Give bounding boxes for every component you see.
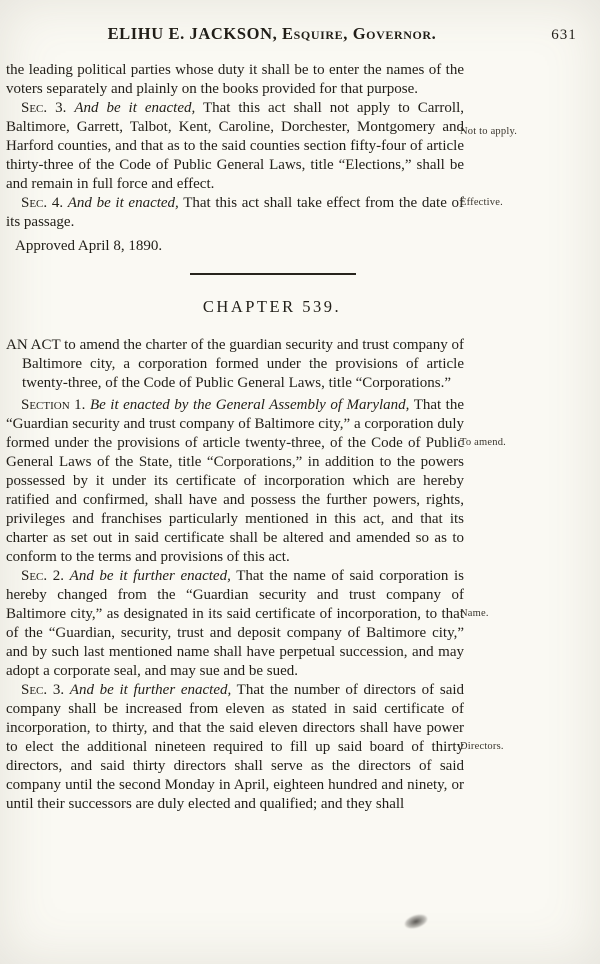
margin-note-name: Name. <box>460 608 489 619</box>
section-label: Sec. 4. <box>21 195 64 211</box>
approval-line: Approved April 8, 1890. <box>15 238 163 254</box>
ink-smudge-artifact <box>403 912 430 932</box>
enacting-clause: And be it enacted, <box>67 195 179 211</box>
section-text: That the number of directors of said company shall be increased from eleven as stated in said certificate of incorporation, to thirty, and that the said eleven directors shall have power to elect the additional nineteen required to fill up said board of thirty directors, and said thirty directors shall serve as the directors of said company until the second Monday in April, eighteen hundred and ninety, or until their successors are duly elected and qualified; and they shall <box>6 682 465 812</box>
section-4-block <box>6 194 503 232</box>
enacting-clause: Be it enacted by the General Assembly of Maryland, <box>89 397 410 413</box>
section-3-elections-block <box>6 99 518 194</box>
governor-honorific: Esquire, Governor. <box>282 24 437 43</box>
running-title <box>6 24 538 44</box>
enacting-clause: And be it enacted, <box>74 100 196 116</box>
paragraph-continuation: the leading political parties whose duty it shall be to enter the names of the voters separately and plainly on the books provided for that purpose. <box>6 62 464 97</box>
section-1-paragraph <box>6 396 464 567</box>
section-4-paragraph <box>6 194 464 232</box>
section-2-paragraph <box>6 567 464 681</box>
section-3-directors-block <box>6 681 504 814</box>
governor-name: ELIHU E. JACKSON, <box>107 24 278 43</box>
section-label: Sec. 2. <box>21 568 65 584</box>
section-3-directors-paragraph <box>6 681 464 814</box>
page-body <box>0 44 518 814</box>
section-label: Sec. 3. <box>21 100 67 116</box>
page-number: 631 <box>551 27 577 43</box>
section-3-paragraph <box>6 99 464 194</box>
margin-note-directors: Directors. <box>460 741 504 752</box>
margin-note-not-to-apply: Not to apply. <box>460 126 518 137</box>
section-2-block <box>6 567 489 681</box>
chapter-heading: CHAPTER 539. <box>202 297 342 316</box>
section-divider <box>190 273 356 275</box>
margin-note-to-amend: To amend. <box>460 437 506 448</box>
page-header <box>0 0 600 44</box>
section-label: Sec. 3. <box>21 682 65 698</box>
enacting-clause: And be it further enacted, <box>69 568 231 584</box>
section-label: Section 1. <box>21 397 86 413</box>
margin-note-effective: Effective. <box>460 197 503 208</box>
section-text: That this act shall take effect from the date of its passage. <box>6 195 465 230</box>
enacting-clause: And be it further enacted, <box>69 682 232 698</box>
act-title-paragraph: AN ACT to amend the charter of the guardian security and trust company of Baltimore city, a corporation formed under the provisions of article twenty-three, of the Code of Public General Laws, title “Corporations.” <box>6 337 464 391</box>
section-text: That the name of said corporation is hereby changed from the “Guardian security and trust company of Baltimore city,” as designated in its said certificate of incorporation, to that of the “Guardian, security, trust and deposit company of Baltimore city,” and by such last mentioned name shall have perpetual succession, and may adopt a corporate seal, and may sue and be sued. <box>6 568 465 679</box>
section-text: That the “Guardian security and trust company of Baltimore city,” a corporation duly formed under the provisions of article twenty-three, of the Code of Public General Laws of the State, title “Corporations,” in addition to the powers possessed by it under its certificate of incorporation which are hereby ratified and confirmed, shall have and possess the further powers, rights, privileges and franchises particularly mentioned in this act, and that its charter as set out in said certificate shall be altered and amended so as to conform to the terms and provisions of this act. <box>6 397 465 565</box>
section-1-block <box>6 396 506 567</box>
section-text: That this act shall not apply to Carroll, Baltimore, Garrett, Talbot, Kent, Caroline, Dorchester, Montgomery and Harford counties, and that as to the said counties section fifty-four of article thirty-three of the Code of Public General Laws, title “Elections,” shall be and remain in full force and effect. <box>6 100 465 192</box>
